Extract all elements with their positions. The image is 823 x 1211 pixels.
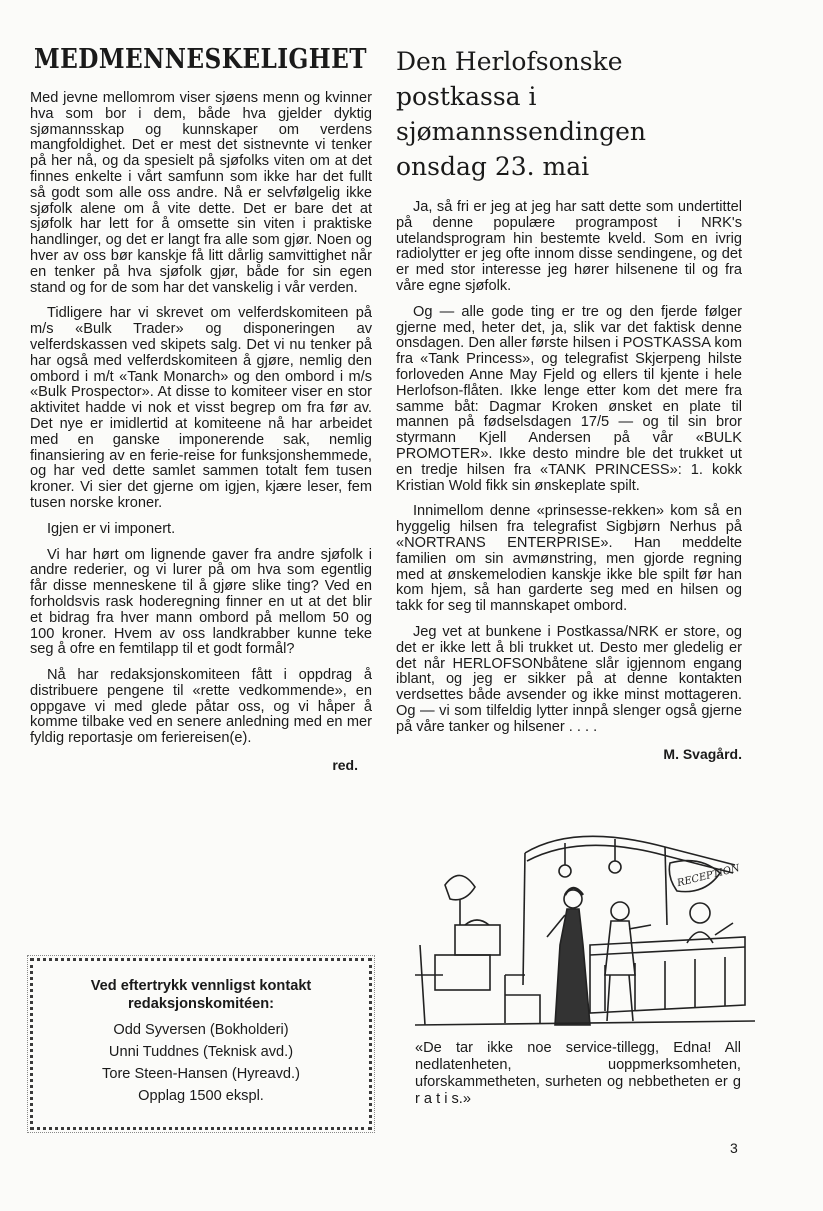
paragraph: Ja, så fri er jeg at jeg har satt dette som undertittel på denne populære programpost i NRK's utelandsprogram hin bestemte kveld. Som en ivrig radiolytter er jeg ofte innom disse sendingene, og det er med stor interesse jeg hører hilsenene til og fra våre egne sjøfolk.	[396, 199, 742, 294]
signature-svagard: M. Svagård.	[663, 745, 742, 762]
contact-box	[30, 958, 372, 1130]
left-column	[30, 44, 372, 783]
paragraph: Innimellom denne «prinsesse-rekken» kom så en hyggelig hilsen fra telegrafist Sigbjørn Nerhus på «NORTRANS ENTERPRISE». Han meddelte familien om sin avmønstring, men gjorde regning med at ønskemelodien kanskje ikke ble spilt før han kom hjem, så han garderte seg med en hilsen og takk for seg til mannskapet ombord.	[396, 503, 742, 615]
paragraph: Med jevne mellomrom viser sjøens menn og kvinner hva som bor i dem, både hva gjelder dyktig sjømannsskap og kunnskaper om verdens mangfoldighet. Det er mest det sistnevnte vi tenker på her nå, og da spesielt på sjøfolks viten om at det finnes enkelte i vårt samfunn som ikke har det fullt så godt som alle oss andre. Nå er selvfølgelig ikke sjøfolk alene om å vite dette. Det er bare det at sjøfolk har lett for å omsette sin viten i praktiske handlinger, og det er langt fra alle som gjør. Noen og hver av oss bør kanskje få litt dårlig samvittighet når en tenker på hva sjøfolk gjør, både for sin egen stand og for de som har det vanskelig i vår verden.	[30, 90, 372, 296]
article-title-medmenneskelighet: MEDMENNESKELIGHET	[34, 44, 367, 75]
contact-line: Odd Syversen (Bokholderi)	[113, 1022, 289, 1038]
reception-sign-text: RECEPTION	[676, 863, 741, 890]
reception-cartoon	[415, 825, 755, 1035]
paragraph: Nå har redaksjonskomiteen fått i oppdrag å distribuere pengene til «rette vedkommende», en oppgave vi med glede påtar oss, og vi håper å komme tilbake ved en senere anledning med en mer fyldig reportasje om feriereisen(e).	[30, 667, 372, 747]
contact-line: Tore Steen-Hansen (Hyreavd.)	[102, 1066, 300, 1082]
paragraph: Og — alle gode ting er tre og den fjerde følger gjerne med, heter det, ja, slik var det faktisk denne onsdagen. Den aller første hilsen i POSTKASSA kom fra «Tank Princess», og telegrafist Skjerpeng hilste forloveden Anne May Fjeld og ellers til kjente i hele Herlofson-flåten. Ikke lenge etter kom det mere fra samme båt: Dagmar Kroken ønsket en plate til mannen på fødselsdagen 17/5 — og til sin bror styrmann Kjell Andersen på vår «BULK PROMOTER». Ikke desto mindre ble det trukket ut en tredje hilsen fra «TANK PRINCESS»: 1. kokk Kristian Wold fikk sin ønskeplate spilt.	[396, 303, 742, 494]
paragraph: Tidligere har vi skrevet om velferdskomiteen på m/s «Bulk Trader» og disponeringen av velferdskassen ved skipets salg. Det vi nu tenker på har også med velferdskomiteen å gjøre, nemlig den ombord i m/t «Tank Monarch» og den ombord i m/s «Bulk Prospector». At disse to komiteer viser en stor aktivitet hadde vi nok et visst begrep om fra før av. Det nye er imidlertid at komiteene nå har arbeidet med en ganske imponerende sak, nemlig finansiering av en ferie-reise for funksjonshemmede, og har ved dette samlet sammen totalt fem tusen kroner. Vi sier det gjerne om igjen, kjære leser, fem tusen norske kroner.	[30, 305, 372, 511]
signature-red: red.	[332, 757, 358, 774]
paragraph: Jeg vet at bunkene i Postkassa/NRK er store, og det er ikke lett å bli trukket ut. Desto mer gledelig er det når HERLOFSONbåtene slår igjennom engang iblant, og jeg er sikker på at denne kontakten verdsettes både avsender og ikke minst mottageren. Og — vi som tilfeldig lytter innpå slenger også gjerne på våre tanker og hilsener . . . .	[396, 623, 742, 735]
contact-heading-line1: Ved eftertrykk vennligst kontakt	[90, 978, 312, 994]
page-number: 3	[730, 1140, 738, 1156]
right-column	[396, 44, 742, 772]
paragraph: Vi har hørt om lignende gaver fra andre sjøfolk i andre rederier, og vi lurer på om hva som egentlig får disse menneskene til å gjøre slike ting? Ved en forholdsvis rask hoderegning finner en ut at det blir et bidrag fra hver mann ombord på mellom 50 og 100 kroner. Hvem av oss landkrabber kunne teke seg å ofre en femtilapp til et godt formål?	[30, 546, 372, 658]
article-title-postkassa: Den Herlofsonske postkassa i sjømannssendingen onsdag 23. mai	[396, 47, 646, 181]
cartoon-caption: «De tar ikke noe service-tillegg, Edna! All nedlatenheten, uoppmerksomheten, uforskammetheten, surheten og nebbetheten er g r a t i s.»	[415, 1040, 741, 1107]
contact-heading-line2: redaksjonskomitéen:	[128, 996, 274, 1012]
contact-line: Unni Tuddnes (Teknisk avd.)	[108, 1044, 294, 1060]
paragraph: Igjen er vi imponert.	[47, 520, 176, 537]
circulation-line: Opplag 1500 ekspl.	[138, 1088, 264, 1104]
